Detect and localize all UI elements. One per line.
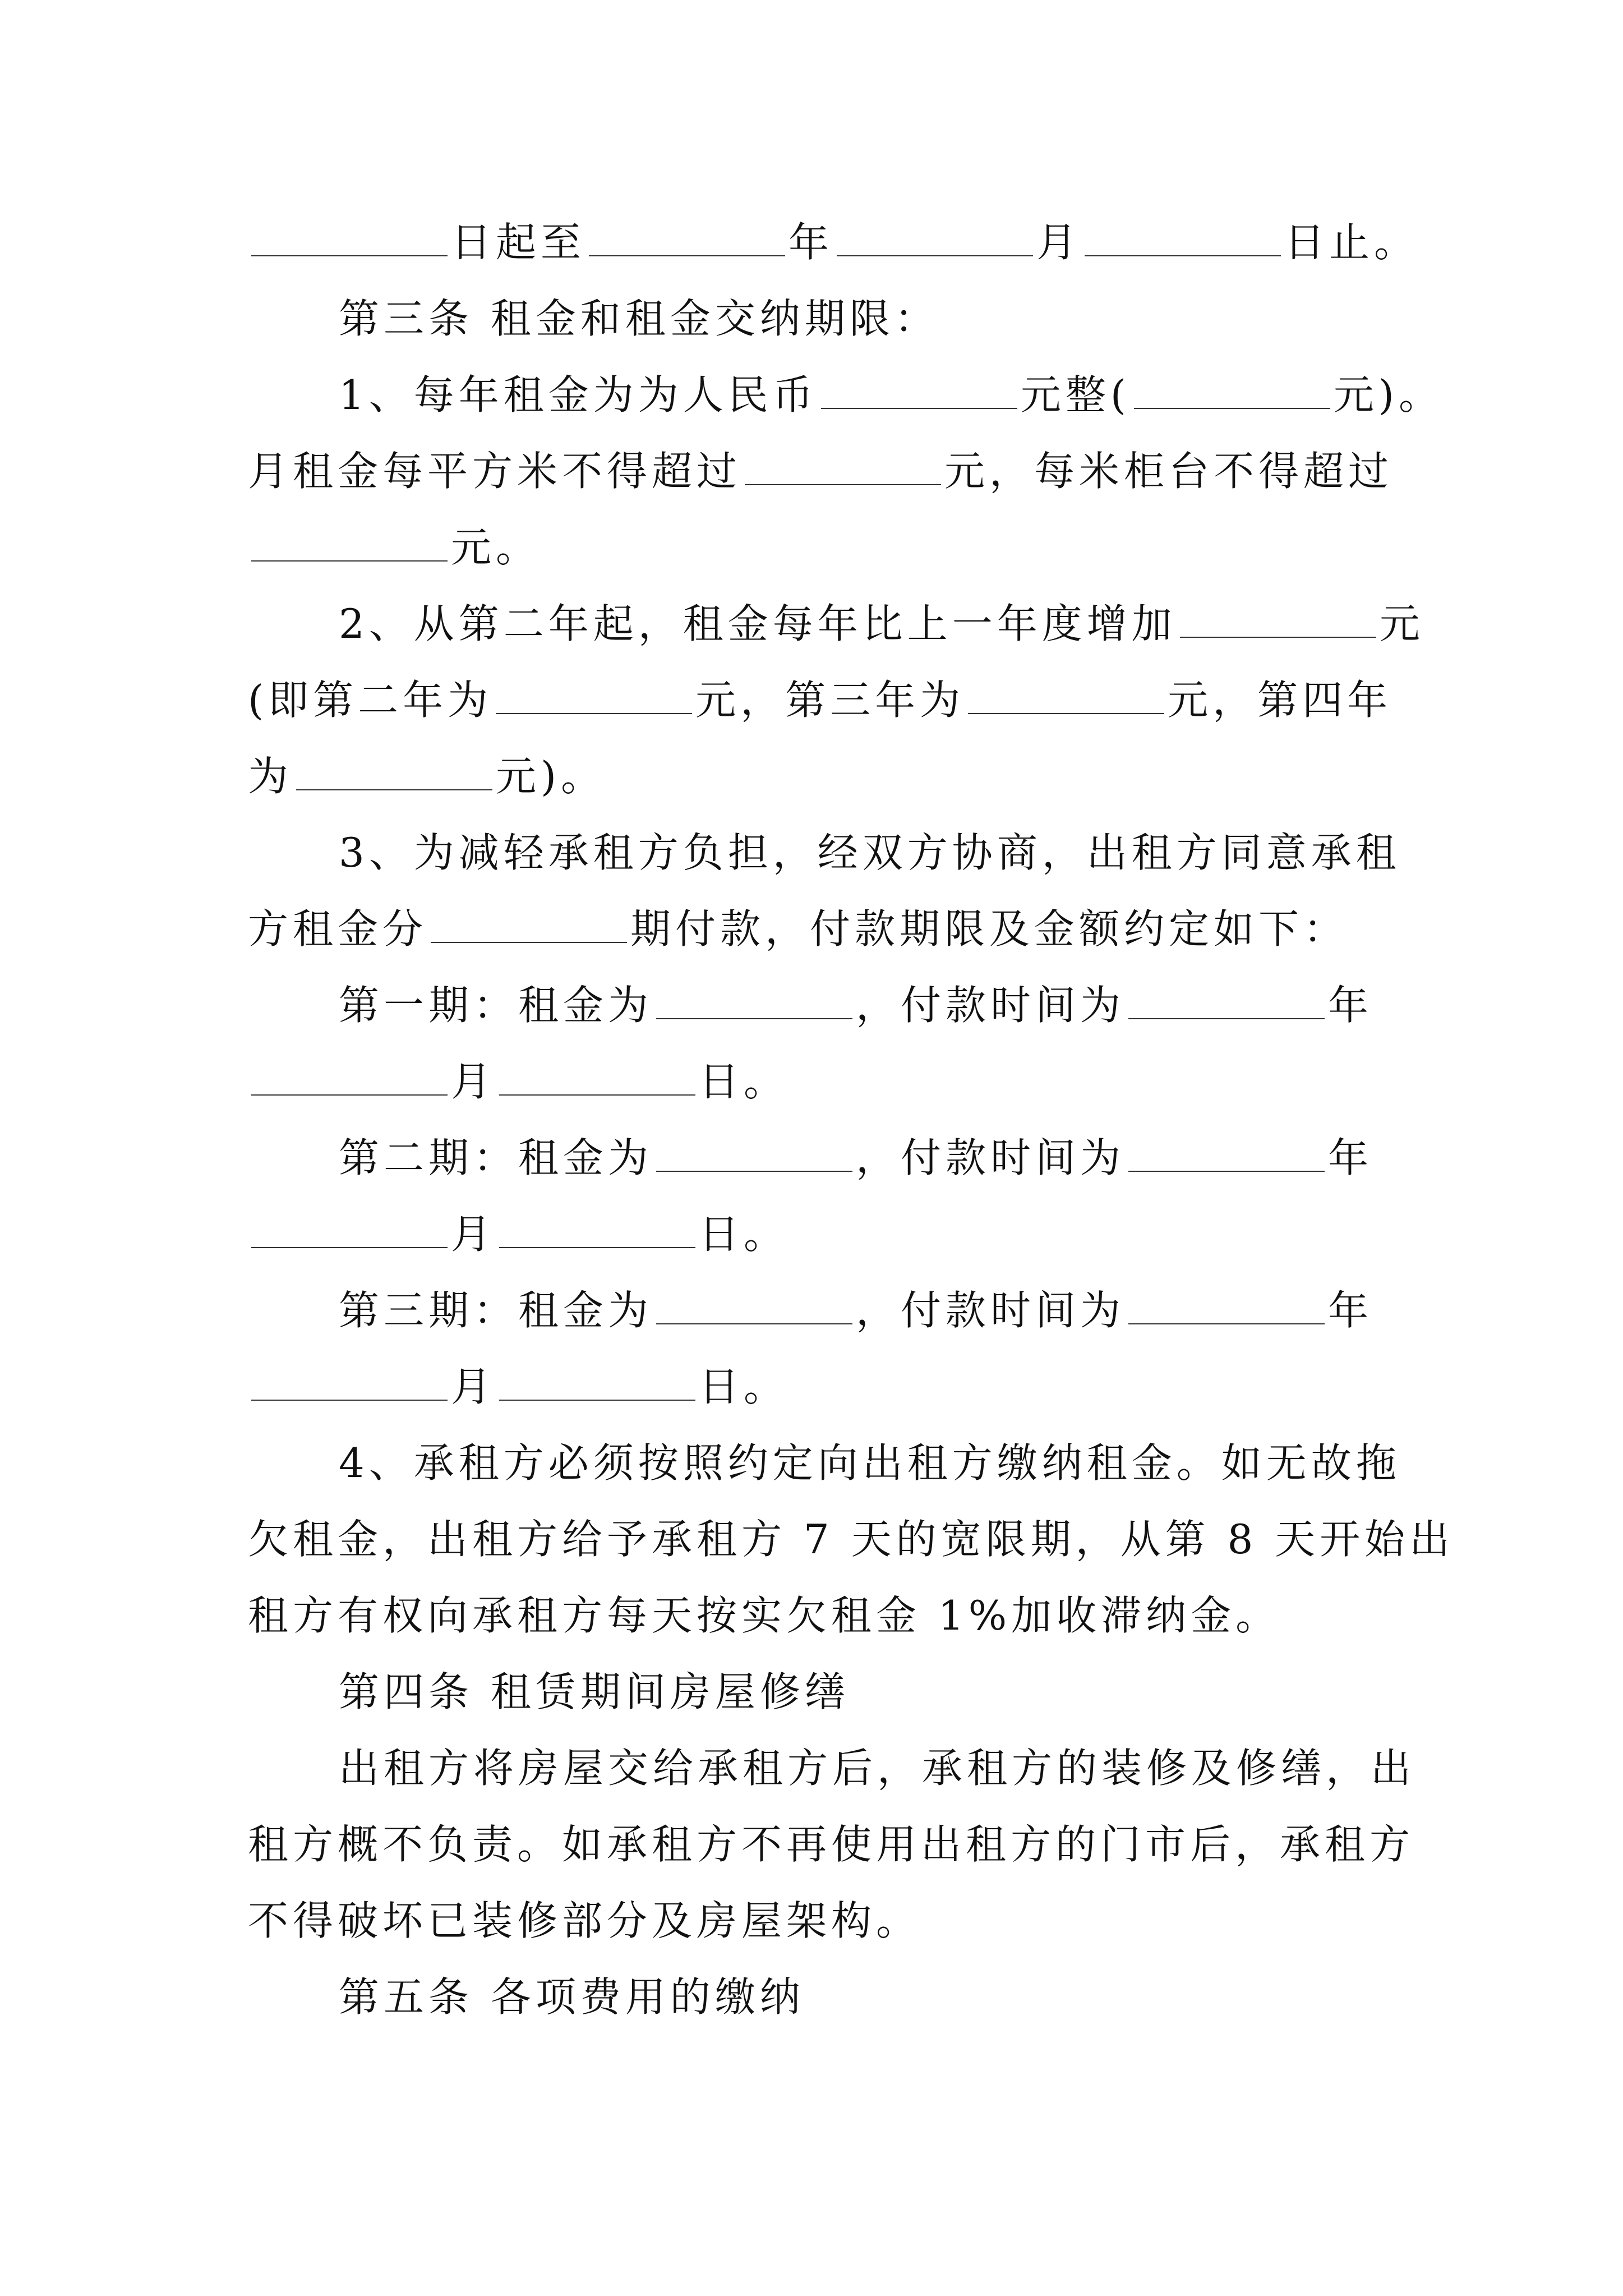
text-line xyxy=(248,743,1392,810)
text-segment: 月租金每平方米不得超过 xyxy=(248,448,742,495)
text-segment: 元 xyxy=(1379,600,1424,647)
text-segment: 元)。 xyxy=(1333,371,1444,418)
fill-blank xyxy=(1180,596,1376,638)
text-line xyxy=(248,1048,1392,1115)
text-segment: 第五条 各项费用的缴纳 xyxy=(339,1973,805,2021)
fill-blank xyxy=(656,1283,852,1324)
fill-blank xyxy=(1128,1130,1325,1172)
fill-blank xyxy=(496,673,692,714)
text-line xyxy=(248,209,1419,276)
text-segment: (即第二年为 xyxy=(248,677,493,724)
text-segment: 元整( xyxy=(1020,371,1131,418)
text-segment: 第一期：租金为 xyxy=(339,982,653,1029)
text-segment: ，付款时间为 xyxy=(856,1287,1126,1334)
text-line xyxy=(248,1811,1415,1878)
text-line xyxy=(248,895,1392,963)
fill-blank xyxy=(1128,1283,1325,1324)
text-line xyxy=(339,1734,1416,1802)
text-segment: 2、从第二年起，租金每年比上一年度增加 xyxy=(339,600,1177,647)
fill-blank xyxy=(589,215,785,256)
fill-blank xyxy=(251,520,448,562)
text-segment: 租方概不负责。如承租方不再使用出租方的门市后，承租方 xyxy=(248,1821,1415,1868)
text-segment: 日止。 xyxy=(1284,219,1419,266)
text-line xyxy=(248,1887,1392,1954)
text-line xyxy=(339,590,1424,657)
fill-blank xyxy=(499,1359,695,1401)
text-segment: 欠租金，出租方给予承租方 7 天的宽限期，从第 8 天开始出 xyxy=(248,1516,1455,1563)
text-line xyxy=(248,514,1392,581)
text-line xyxy=(248,1200,1392,1268)
text-segment: 元)。 xyxy=(496,753,606,800)
fill-blank xyxy=(296,749,492,790)
fill-blank xyxy=(1134,367,1330,409)
fill-blank xyxy=(499,1054,695,1096)
text-segment: 4、承租方必须按照约定向出租方缴纳租金。如无故拖 xyxy=(339,1439,1401,1487)
text-segment: 年 xyxy=(1328,982,1373,1029)
fill-blank xyxy=(251,215,448,256)
text-segment: 1、每年租金为为人民币 xyxy=(339,371,818,418)
installment-line xyxy=(339,1124,1392,1191)
text-segment: 月 xyxy=(1036,219,1082,266)
text-segment: 年 xyxy=(1328,1287,1373,1334)
text-segment: 租方有权向承租方每天按实欠租金 1%加收滞纳金。 xyxy=(248,1592,1281,1639)
fill-blank xyxy=(1128,978,1325,1019)
text-segment: 月 xyxy=(451,1211,496,1258)
text-segment: 元。 xyxy=(451,524,541,571)
text-line xyxy=(339,819,1401,886)
article-heading xyxy=(339,285,1392,352)
fill-blank xyxy=(251,1207,448,1248)
text-segment: 3、为减轻承租方负担，经双方协商，出租方同意承租 xyxy=(339,829,1401,876)
text-segment: 元，每米柜台不得超过 xyxy=(944,448,1394,495)
fill-blank xyxy=(656,1130,852,1172)
text-segment: 期付款，付款期限及金额约定如下： xyxy=(630,905,1349,953)
fill-blank xyxy=(745,444,941,485)
fill-blank xyxy=(251,1359,448,1401)
text-segment: 第三期：租金为 xyxy=(339,1287,653,1334)
fill-blank xyxy=(431,901,627,943)
text-segment: 第二期：租金为 xyxy=(339,1134,653,1181)
article-heading xyxy=(339,1963,1392,2031)
text-line xyxy=(339,361,1444,429)
text-line xyxy=(248,1506,1455,1573)
text-line xyxy=(248,1353,1392,1420)
text-segment: 元，第四年 xyxy=(1168,677,1393,724)
fill-blank xyxy=(499,1207,695,1248)
fill-blank xyxy=(821,367,1017,409)
text-segment: 月 xyxy=(451,1058,496,1105)
text-segment: 方租金分 xyxy=(248,905,428,953)
text-segment: 第三条 租金和租金交纳期限： xyxy=(339,295,939,342)
text-line xyxy=(248,666,1392,734)
text-segment: 出租方将房屋交给承租方后，承租方的装修及修缮，出 xyxy=(339,1745,1416,1792)
text-segment: 为 xyxy=(248,753,293,800)
text-segment: 日。 xyxy=(699,1363,789,1410)
text-segment: 日起至 xyxy=(451,219,586,266)
text-segment: 第四条 租赁期间房屋修缮 xyxy=(339,1668,850,1715)
text-segment: 年 xyxy=(1328,1134,1373,1181)
fill-blank xyxy=(837,215,1033,256)
fill-blank xyxy=(968,673,1164,714)
installment-line xyxy=(339,972,1392,1039)
text-segment: ，付款时间为 xyxy=(856,982,1126,1029)
fill-blank xyxy=(1085,215,1281,256)
text-segment: 元，第三年为 xyxy=(695,677,965,724)
fill-blank xyxy=(251,1054,448,1096)
article-heading xyxy=(339,1658,1392,1726)
text-segment: ，付款时间为 xyxy=(856,1134,1126,1181)
text-line xyxy=(339,1429,1401,1497)
installment-line xyxy=(339,1277,1392,1344)
text-line xyxy=(248,1582,1392,1649)
text-segment: 年 xyxy=(789,219,834,266)
text-segment: 日。 xyxy=(699,1211,789,1258)
text-segment: 不得破坏已装修部分及房屋架构。 xyxy=(248,1897,921,1944)
text-line xyxy=(248,438,1392,505)
fill-blank xyxy=(656,978,852,1019)
text-segment: 日。 xyxy=(699,1058,789,1105)
text-segment: 月 xyxy=(451,1363,496,1410)
